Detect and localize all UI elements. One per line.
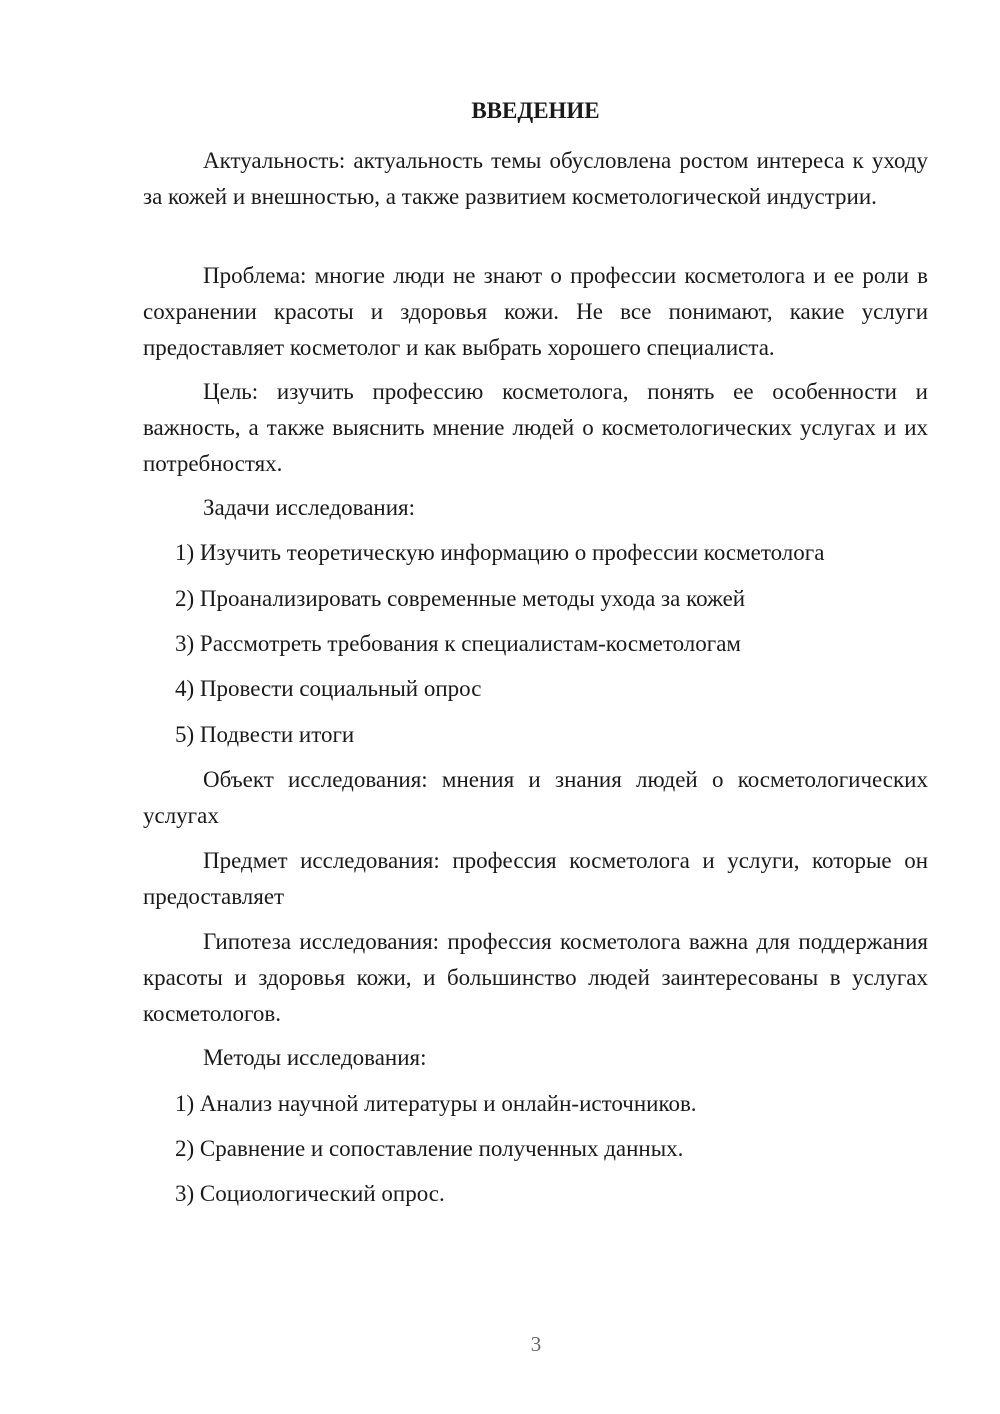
problem-paragraph: Проблема: многие люди не знают о профессии косметолога и ее роли в сохранении красоты и здоровья кожи. Не все понимают, какие услуги предоставляет косметолог и как выбрать хорошего специалиста. (143, 263, 928, 360)
tasks-heading: Задачи исследования: (203, 495, 416, 520)
task-item-1: 1) Изучить теоретическую информацию о профессии косметолога (175, 540, 825, 565)
method-item-2: 2) Сравнение и сопоставление полученных данных. (175, 1136, 684, 1161)
relevance-paragraph: Актуальность: актуальность темы обусловлена ростом интереса к уходу за кожей и внешностью, а также развитием косметологической индустрии. (143, 148, 928, 209)
task-item-4: 4) Провести социальный опрос (175, 676, 482, 701)
task-item-5: 5) Подвести итоги (175, 722, 355, 747)
page-title: ВВЕДЕНИЕ (471, 98, 600, 123)
goal-paragraph: Цель: изучить профессию косметолога, понять ее особенности и важность, а также выяснить мнение людей о косметологических услугах и их потребностях. (143, 379, 928, 476)
task-item-3: 3) Рассмотреть требования к специалистам-косметологам (175, 631, 741, 656)
object-paragraph: Объект исследования: мнения и знания людей о косметологических услугах (143, 767, 928, 828)
subject-paragraph: Предмет исследования: профессия косметолога и услуги, которые он предоставляет (143, 848, 928, 909)
method-item-1: 1) Анализ научной литературы и онлайн-источников. (175, 1091, 697, 1116)
hypothesis-paragraph: Гипотеза исследования: профессия косметолога важна для поддержания красоты и здоровья кожи, и большинство людей заинтересованы в услугах косметологов. (143, 929, 928, 1026)
page-number: 3 (530, 1332, 542, 1356)
methods-heading: Методы исследования: (203, 1045, 427, 1070)
method-item-3: 3) Социологический опрос. (175, 1181, 445, 1206)
task-item-2: 2) Проанализировать современные методы ухода за кожей (175, 586, 746, 611)
